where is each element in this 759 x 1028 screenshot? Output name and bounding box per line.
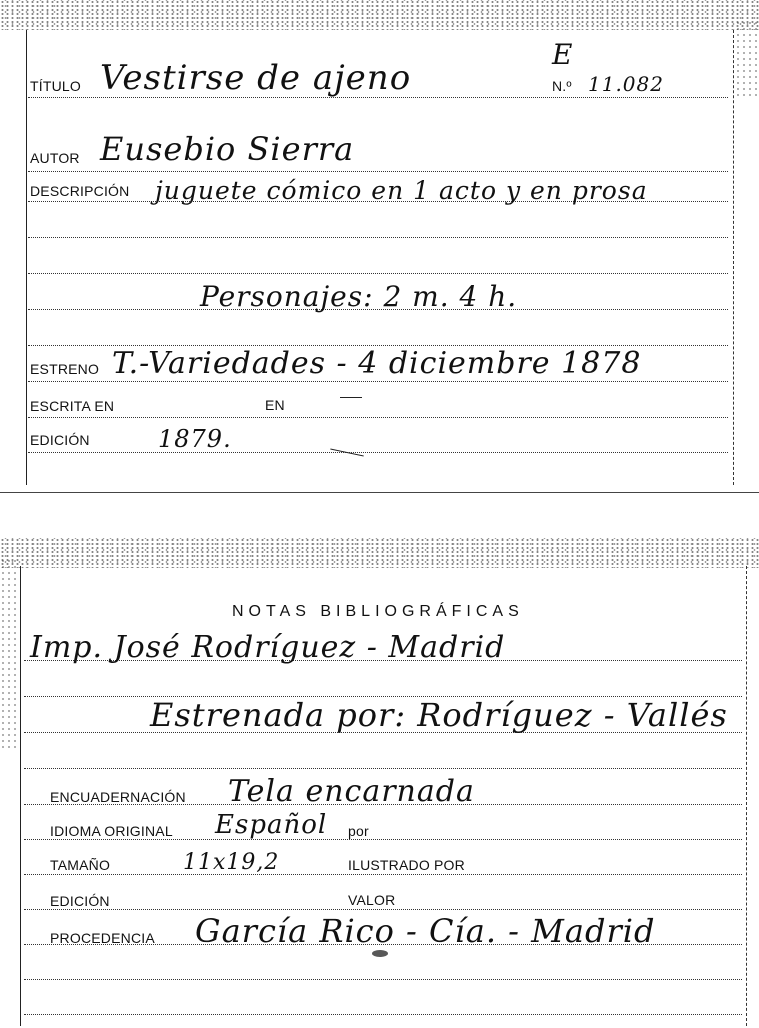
ruled-line [24, 768, 742, 769]
descripcion-label: DESCRIPCIÓN [30, 183, 130, 199]
ruled-line [28, 381, 728, 382]
edicion-value: 1879. [158, 425, 232, 453]
card-right-border [733, 30, 734, 485]
ruled-line [24, 909, 742, 910]
por-label: por [348, 823, 369, 839]
ruled-line [24, 839, 742, 840]
descripcion-value: juguete cómico en 1 acto y en prosa [155, 176, 648, 205]
note-line-2: Estrenada por: Rodríguez - Vallés [150, 696, 728, 734]
ruled-line [24, 979, 742, 980]
scan-noise-band [0, 538, 759, 568]
tamano-value: 11x19,2 [183, 850, 280, 875]
ink-blot [372, 950, 388, 957]
ruled-line [24, 874, 742, 875]
titulo-label: TÍTULO [30, 78, 81, 94]
scan-noise-edge [0, 558, 20, 748]
ruled-line [28, 452, 728, 453]
encuadernacion-label: ENCUADERNACIÓN [50, 789, 186, 805]
edicion-label: EDICIÓN [50, 893, 110, 909]
encuadernacion-value: Tela encarnada [228, 774, 475, 809]
note-line-1: Imp. José Rodríguez - Madrid [30, 630, 506, 665]
estreno-value: T.-Variedades - 4 diciembre 1878 [112, 346, 642, 381]
ruled-line [28, 273, 728, 274]
ruled-line [28, 237, 728, 238]
ilustrado-por-label: ILUSTRADO POR [348, 857, 465, 873]
card-left-border [20, 566, 21, 1026]
numero-value: 11.082 [588, 72, 664, 96]
scan-noise-band [0, 0, 759, 30]
procedencia-label: PROCEDENCIA [50, 930, 155, 946]
idioma-original-value: Español [215, 810, 328, 840]
autor-value: Eusebio Sierra [100, 130, 355, 168]
ruled-line [28, 171, 728, 172]
edicion-label: EDICIÓN [30, 432, 90, 448]
ruled-line [28, 417, 728, 418]
card-separator [0, 492, 759, 493]
personajes-value: Personajes: 2 m. 4 h. [200, 280, 518, 313]
titulo-value: Vestirse de ajeno [100, 58, 412, 98]
procedencia-value: García Rico - Cía. - Madrid [195, 912, 656, 950]
idioma-original-label: IDIOMA ORIGINAL [50, 823, 173, 839]
valor-label: VALOR [348, 892, 396, 908]
scan-noise-edge [735, 20, 759, 100]
numero-label: N.º [552, 78, 572, 94]
estreno-label: ESTRENO [30, 361, 100, 377]
notas-heading: NOTAS BIBLIOGRÁFICAS [232, 603, 524, 620]
ruled-line [24, 1014, 742, 1015]
card-right-border [746, 566, 747, 1026]
pen-mark [340, 397, 362, 398]
catalog-card-top [0, 0, 759, 495]
card-left-border [26, 30, 27, 485]
tamano-label: TAMAÑO [50, 857, 111, 873]
escrita-en-label: ESCRITA EN [30, 398, 115, 414]
numero-mark: E [552, 38, 574, 71]
autor-label: AUTOR [30, 150, 80, 166]
catalog-card-bottom [0, 538, 759, 1028]
en-label: EN [265, 397, 285, 413]
